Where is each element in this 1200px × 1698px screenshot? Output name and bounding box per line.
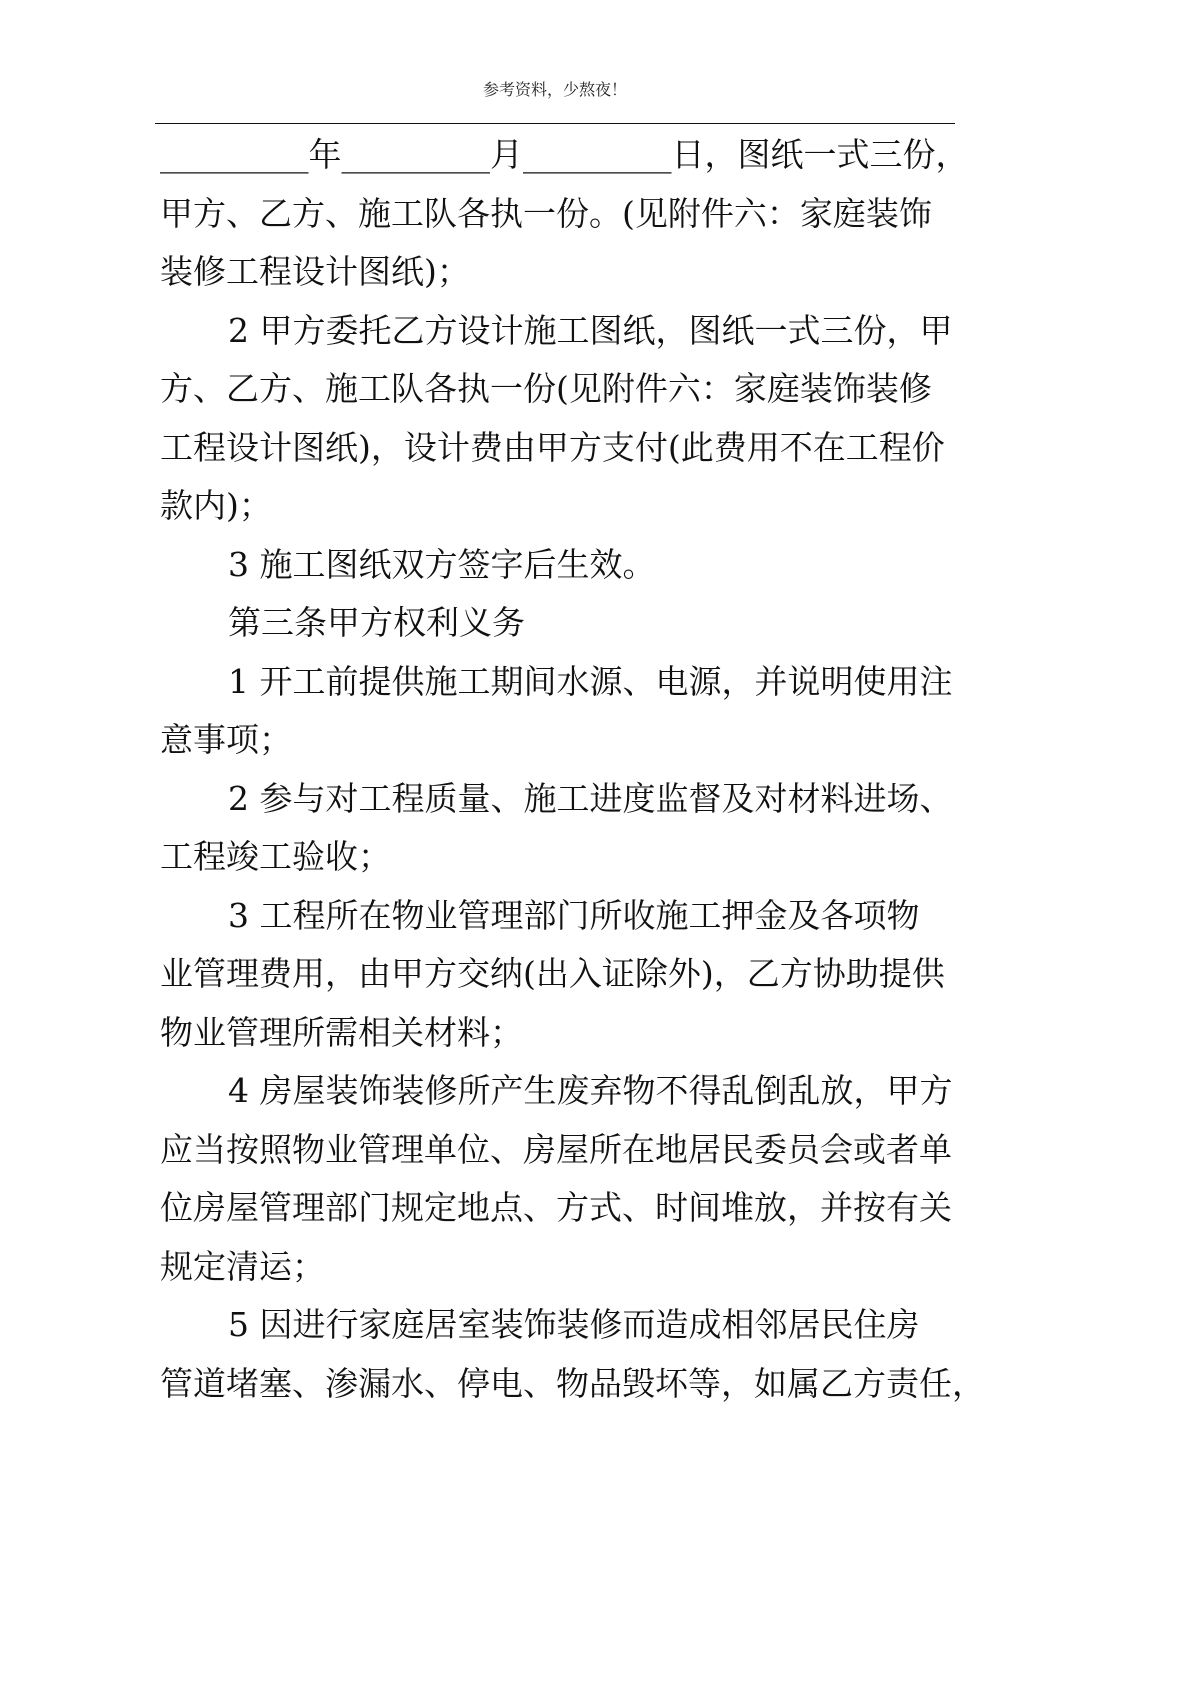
text-line: 管道堵塞、渗漏水、停电、物品毁坏等，如属乙方责任， [160,1363,985,1403]
text-line: 装修工程设计图纸)； [160,252,470,291]
header-rule [155,123,955,124]
section-heading [160,594,980,653]
text-line: 1 开工前提供施工期间水源、电源，并说明使用注 [228,661,953,701]
paragraph [160,887,980,1063]
text-line: 物业管理所需相关材料； [160,1012,523,1052]
text-line: 2 参与对工程质量、施工进度监督及对材料进场、 [228,778,953,818]
paragraph [160,1296,985,1413]
text-line: _________年_________月_________日，图纸一式三份， [160,135,969,174]
text-line: 规定清运； [160,1246,325,1286]
text-line: 工程竣工验收； [160,837,391,876]
text-line: 5 因进行家庭居室装饰装修而造成相邻居民住房 [228,1305,920,1344]
text-line: 甲方、乙方、施工队各执一份。(见附件六：家庭装饰 [160,193,932,233]
paragraph [160,653,980,770]
text-line: 第三条甲方权利义务 [228,603,525,642]
text-line: 位房屋管理部门规定地点、方式、时间堆放，并按有关 [160,1188,952,1227]
document-body [160,126,985,1413]
text-line: 业管理费用，由甲方交纳(出入证除外)，乙方协助提供 [160,954,945,993]
text-line: 3 工程所在物业管理部门所收施工押金及各项物 [228,895,920,935]
text-line: 方、乙方、施工队各执一份(见附件六：家庭装饰装修 [160,369,932,408]
text-line: 2 甲方委托乙方设计施工图纸，图纸一式三份，甲 [228,310,953,350]
paragraph [160,1062,980,1296]
paragraph [160,536,980,595]
page-header: 参考资料，少熬夜！ [482,80,627,99]
paragraph [160,126,980,302]
paragraph [160,302,980,536]
text-line: 工程设计图纸)，设计费由甲方支付(此费用不在工程价 [160,427,945,467]
text-line: 款内)； [160,486,272,525]
text-line: 应当按照物业管理单位、房屋所在地居民委员会或者单 [160,1129,952,1169]
text-line: 4 房屋装饰装修所产生废弃物不得乱倒乱放，甲方 [228,1071,953,1110]
text-line: 意事项； [160,720,292,759]
paragraph [160,770,980,887]
text-line: 3 施工图纸双方签字后生效。 [228,544,656,584]
